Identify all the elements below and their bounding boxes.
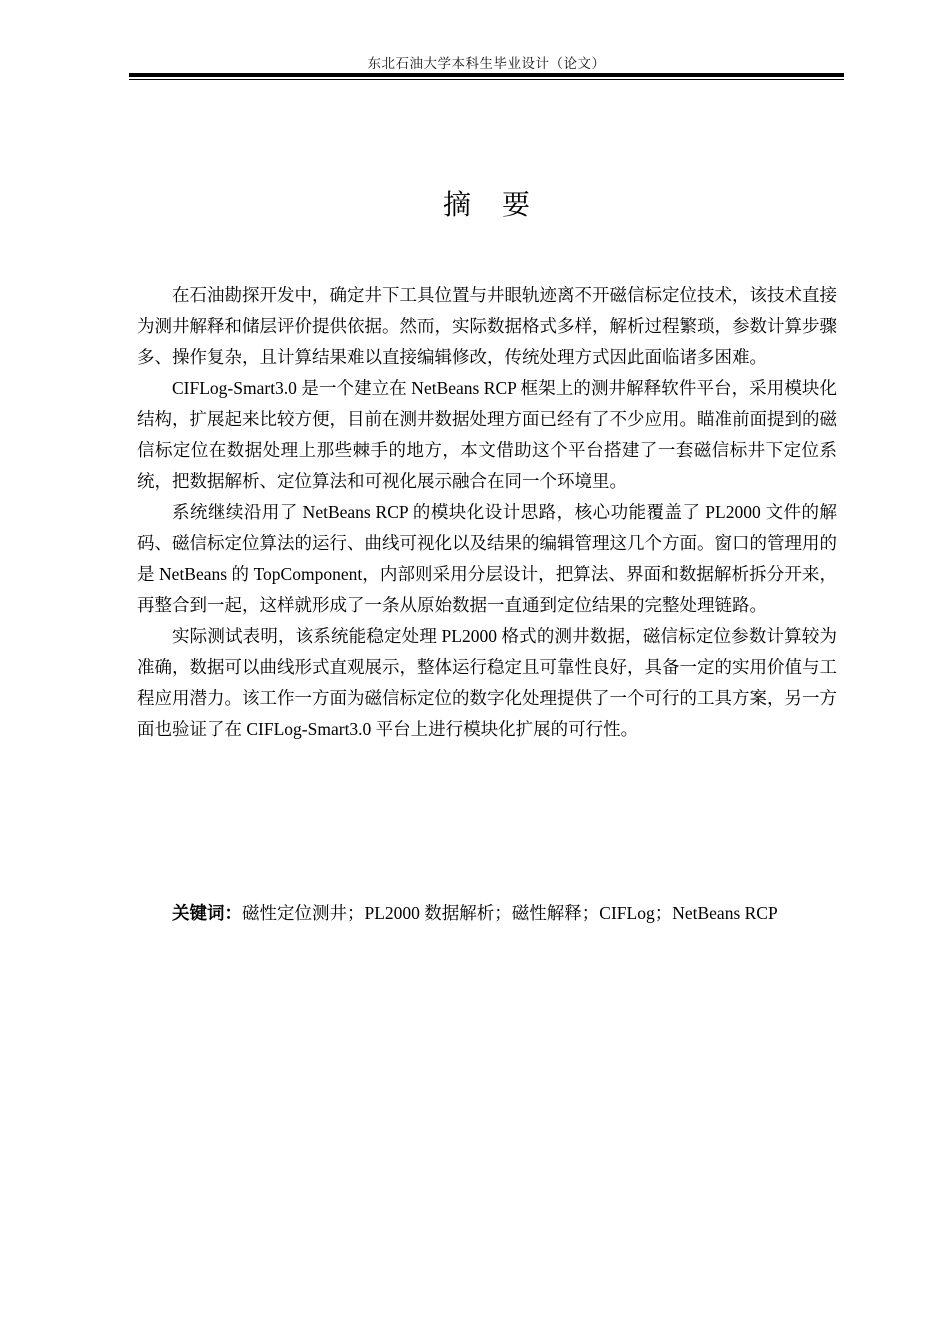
- keywords-line: [137, 898, 837, 929]
- abstract-paragraph-4: 实际测试表明，该系统能稳定处理 PL2000 格式的测井数据，磁信标定位参数计算较为准确，数据可以曲线形式直观展示，整体运行稳定且可靠性良好，具备一定的实用价值与工程应用潜力。该工作一方面为磁信标定位的数字化处理提供了一个可行的工具方案，另一方面也验证了在 CIFLog-Smart3.0 平台上进行模块化扩展的可行性。: [137, 626, 837, 739]
- abstract-paragraph-3: 系统继续沿用了 NetBeans RCP 的模块化设计思路，核心功能覆盖了 PL2000 文件的解码、磁信标定位算法的运行、曲线可视化以及结果的编辑管理这几个方面。窗口的管理用的是 NetBeans 的 TopComponent，内部则采用分层设计，把算法、界面和数据解析拆分开来，再整合到一起，这样就形成了一条从原始数据一直通到定位结果的完整处理链路。: [137, 502, 837, 615]
- page-header: 东北石油大学本科生毕业设计（论文）: [367, 56, 606, 71]
- abstract-title: 摘 要: [442, 190, 542, 221]
- header-rule-thick: [129, 73, 844, 77]
- abstract-paragraph-2: CIFLog-Smart3.0 是一个建立在 NetBeans RCP 框架上的测井解释软件平台，采用模块化结构，扩展起来比较方便，目前在测井数据处理方面已经有了不少应用。瞄准前面提到的磁信标定位在数据处理上那些棘手的地方，本文借助这个平台搭建了一套磁信标井下定位系统，把数据解析、定位算法和可视化展示融合在同一个环境里。: [137, 378, 837, 491]
- header-rule-thin: [129, 79, 844, 80]
- keywords-value: 磁性定位测井；PL2000 数据解析；磁性解释；CIFLog；NetBeans RCP: [242, 903, 778, 923]
- abstract-body: [137, 280, 837, 745]
- keywords-label: 关键词：: [172, 903, 242, 923]
- abstract-paragraph-1: 在石油勘探开发中，确定井下工具位置与井眼轨迹离不开磁信标定位技术，该技术直接为测井解释和储层评价提供依据。然而，实际数据格式多样，解析过程繁琐，参数计算步骤多、操作复杂，且计算结果难以直接编辑修改，传统处理方式因此面临诸多困难。: [137, 285, 837, 367]
